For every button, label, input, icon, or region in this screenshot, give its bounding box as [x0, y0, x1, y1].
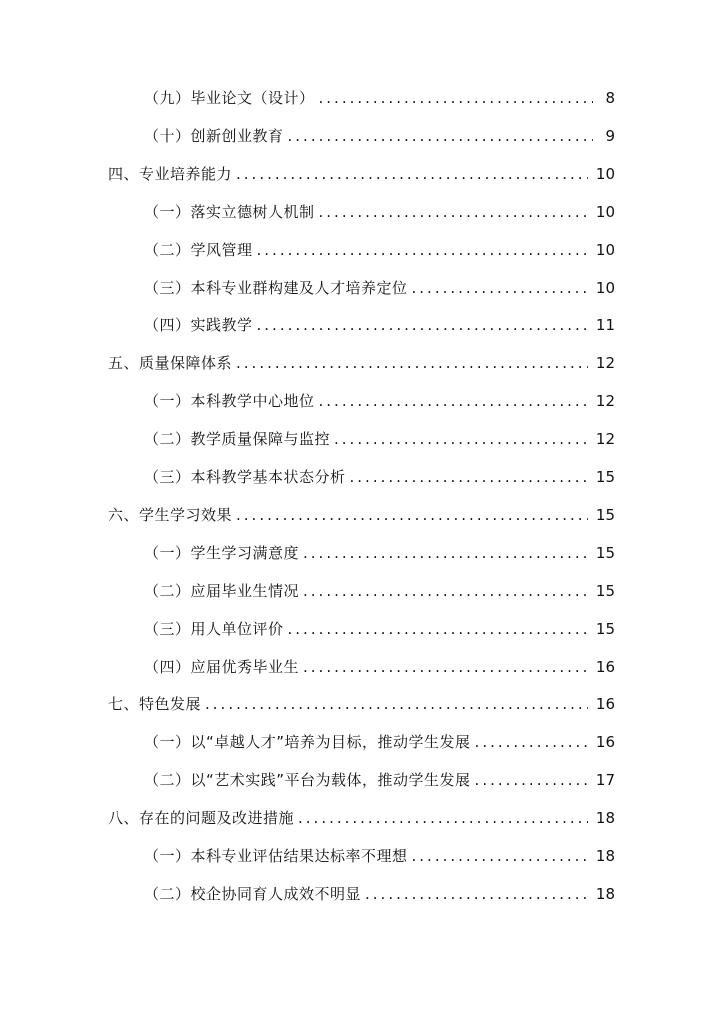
- toc-entry-title: （二）校企协同育人成效不明显: [144, 885, 362, 903]
- toc-section-entry: [144, 731, 615, 753]
- toc-entry-title: （九）毕业论文（设计）: [144, 89, 315, 107]
- toc-page-number: 10: [595, 241, 615, 259]
- toc-dot-leader: [475, 769, 588, 791]
- toc-dot-leader: [319, 87, 593, 109]
- toc-entry-title: （三）本科专业群构建及人才培养定位: [144, 279, 408, 297]
- toc-page-number: 10: [595, 203, 615, 221]
- toc-dot-leader: [288, 618, 588, 640]
- toc-page-number: 9: [605, 127, 615, 145]
- toc-page-number: 18: [595, 885, 615, 903]
- toc-dot-leader: [412, 845, 588, 867]
- toc-section-entry: [144, 277, 615, 299]
- toc-dot-leader: [475, 731, 588, 753]
- toc-section-entry: [144, 845, 615, 867]
- toc-page-number: 18: [595, 809, 615, 827]
- toc-dot-leader: [334, 428, 588, 450]
- toc-dot-leader: [350, 466, 588, 488]
- toc-entry-title: （一）本科专业评估结果达标率不理想: [144, 847, 408, 865]
- toc-section-entry: [144, 618, 615, 640]
- toc-section-entry: [144, 656, 615, 678]
- toc-page-number: 16: [595, 695, 615, 713]
- toc-dot-leader: [236, 504, 588, 526]
- toc-page-number: 12: [595, 354, 615, 372]
- toc-dot-leader: [288, 125, 593, 147]
- toc-entry-title: （二）以“艺术实践”平台为载体，推动学生发展: [144, 771, 471, 789]
- toc-chapter-entry: [108, 693, 615, 715]
- toc-page-number: 16: [595, 733, 615, 751]
- toc-dot-leader: [412, 277, 588, 299]
- toc-page-number: 15: [595, 620, 615, 638]
- toc-entry-title: （一）学生学习满意度: [144, 544, 300, 562]
- toc-page-number: 15: [595, 506, 615, 524]
- toc-page-number: 15: [595, 468, 615, 486]
- toc-dot-leader: [236, 352, 588, 374]
- toc-page-number: 18: [595, 847, 615, 865]
- toc-dot-leader: [298, 807, 588, 829]
- toc-section-entry: [144, 883, 615, 905]
- toc-page-number: 10: [595, 279, 615, 297]
- toc-section-entry: [144, 580, 615, 602]
- toc-page-number: 15: [595, 582, 615, 600]
- toc-entry-title: （三）用人单位评价: [144, 620, 284, 638]
- toc-entry-title: 四、专业培养能力: [108, 165, 233, 183]
- toc-dot-leader: [236, 163, 588, 185]
- toc-entry-title: （一）以“卓越人才”培养为目标，推动学生发展: [144, 733, 471, 751]
- toc-page-number: 17: [595, 771, 615, 789]
- toc-dot-leader: [303, 580, 588, 602]
- toc-page-number: 12: [595, 392, 615, 410]
- toc-entry-title: 八、存在的问题及改进措施: [108, 809, 295, 827]
- toc-entry-title: 七、特色发展: [108, 695, 202, 713]
- toc-chapter-entry: [108, 807, 615, 829]
- toc-dot-leader: [205, 693, 588, 715]
- toc-entry-title: （四）实践教学: [144, 316, 253, 334]
- toc-section-entry: [144, 314, 615, 336]
- toc-chapter-entry: [108, 352, 615, 374]
- toc-entry-title: （二）应届毕业生情况: [144, 582, 300, 600]
- toc-entry-title: 五、质量保障体系: [108, 354, 233, 372]
- toc-section-entry: [144, 466, 615, 488]
- toc-section-entry: [144, 201, 615, 223]
- toc-dot-leader: [365, 883, 588, 905]
- toc-section-entry: [144, 542, 615, 564]
- toc-entry-title: （十）创新创业教育: [144, 127, 284, 145]
- toc-entry-title: （二）教学质量保障与监控: [144, 430, 331, 448]
- toc-dot-leader: [319, 201, 588, 223]
- toc-page-number: 10: [595, 165, 615, 183]
- toc-page-number: 11: [595, 316, 615, 334]
- toc-chapter-entry: [108, 163, 615, 185]
- toc-entry-title: （一）本科教学中心地位: [144, 392, 315, 410]
- toc-dot-leader: [303, 656, 588, 678]
- toc-page-number: 12: [595, 430, 615, 448]
- toc-page-number: 16: [595, 658, 615, 676]
- toc-entry-title: （三）本科教学基本状态分析: [144, 468, 346, 486]
- toc-dot-leader: [257, 314, 588, 336]
- toc-page-number: 15: [595, 544, 615, 562]
- toc-section-entry: [144, 87, 615, 109]
- toc-page-number: 8: [605, 89, 615, 107]
- toc-entry-title: （一）落实立德树人机制: [144, 203, 315, 221]
- toc-section-entry: [144, 428, 615, 450]
- toc-section-entry: [144, 390, 615, 412]
- toc-entry-title: （二）学风管理: [144, 241, 253, 259]
- toc-entry-title: 六、学生学习效果: [108, 506, 233, 524]
- toc-section-entry: [144, 769, 615, 791]
- toc-section-entry: [144, 125, 615, 147]
- toc-section-entry: [144, 239, 615, 261]
- toc-dot-leader: [303, 542, 588, 564]
- toc-entry-title: （四）应届优秀毕业生: [144, 658, 300, 676]
- toc-dot-leader: [257, 239, 588, 261]
- toc-chapter-entry: [108, 504, 615, 526]
- toc-dot-leader: [319, 390, 588, 412]
